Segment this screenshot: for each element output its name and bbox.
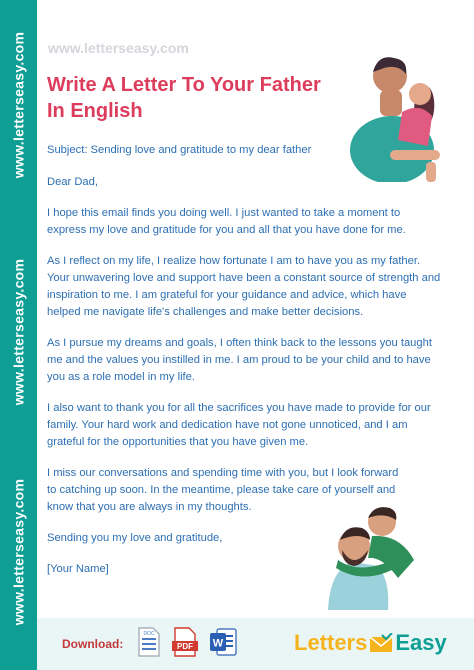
word-download-icon[interactable]: [209, 627, 237, 657]
envelope-icon: [369, 633, 393, 653]
page-title: Write A Letter To Your Father In English: [47, 74, 321, 122]
letterseasy-logo: [294, 630, 447, 656]
sidebar-watermark-1: www.letterseasy.com: [10, 31, 27, 179]
child-dress: [398, 108, 432, 146]
child-head: [409, 83, 431, 105]
letter-paragraph-4: I also want to thank you for all the sacrifices you have made to provide for our family. Your hard work and dedication have not gone unnoticed, and I am grateful for the opportunities that you have given me.: [47, 402, 431, 448]
letter-paragraph-2: As I reflect on my life, I realize how fortunate I am to have you as my father. Your unwavering love and support have been a constant source of strength and inspiration to me. I am grateful for your guidance and advice, which have helped me navigate life's challenges and make better decisions.: [47, 255, 441, 318]
header-watermark: www.letterseasy.com: [48, 40, 189, 56]
father-son-illustration-bottom: [318, 500, 426, 610]
logo-word-letters: Letters: [294, 630, 368, 655]
letter-closing: Sending you my love and gratitude,: [47, 532, 223, 544]
letter-paragraph-5: I miss our conversations and spending time with you, but I look forward to catching up soon. In the meantime, please take care of yourself and know that you are always in my thoughts.: [47, 467, 399, 513]
sidebar-watermark-2: www.letterseasy.com: [10, 258, 27, 406]
sidebar-watermark-3: www.letterseasy.com: [10, 478, 27, 626]
svg-text:DOC: DOC: [143, 631, 155, 637]
letter-subject: Subject: Sending love and gratitude to my dear father: [47, 144, 312, 156]
letter-paragraph-3: As I pursue my dreams and goals, I often think back to the lessons you taught me and the values you instilled in me. I am proud to be your child and to have you as a role model in my life.: [47, 337, 432, 383]
logo-word-easy: Easy: [395, 630, 447, 655]
letter-signature: [Your Name]: [47, 563, 109, 575]
letter-paragraph-1: I hope this email finds you doing well. I just wanted to take a moment to express my love and gratitude for you and all that you have done for me.: [47, 207, 406, 236]
letter-salutation: Dear Dad,: [47, 176, 98, 188]
download-label: Download:: [62, 637, 124, 651]
pdf-download-icon[interactable]: [172, 627, 198, 657]
svg-text:W: W: [212, 637, 224, 650]
svg-text:PDF: PDF: [177, 642, 193, 651]
doc-download-icon[interactable]: [137, 627, 161, 657]
father-neck: [380, 90, 402, 116]
